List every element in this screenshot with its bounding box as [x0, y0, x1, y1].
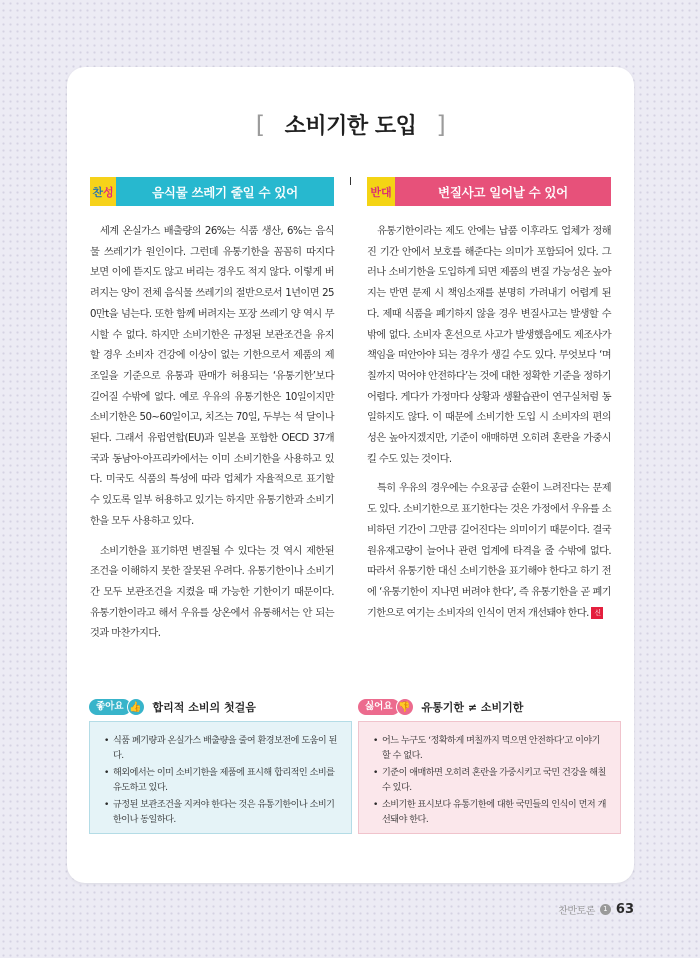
pro-column: [90, 177, 334, 654]
like-pill: 좋아요: [89, 699, 131, 715]
title-area: [67, 109, 634, 140]
pro-banner: [90, 177, 334, 206]
list-item: • 해외에서는 이미 소비기한을 제품에 표시해 합리적인 소비를 유도하고 있다.: [104, 766, 337, 795]
list-item: • 기준이 애매하면 오히려 혼란을 가중시키고 국민 건강을 해칠 수 있다.: [373, 766, 606, 795]
section-number-icon: 1: [600, 904, 611, 915]
like-box: [89, 697, 352, 834]
con-badge-char-2: 대: [381, 185, 392, 199]
list-item: • 어느 누구도 ‘정확하게 며칠까지 먹으면 안전하다’고 이야기할 수 없다.: [373, 734, 606, 763]
con-badge-char-1: 반: [370, 185, 381, 199]
section-label: 찬반토론: [558, 906, 595, 917]
list-item: • 소비기한 표시보다 유통기한에 대한 국민들의 인식이 먼저 개선돼야 한다.: [373, 798, 606, 827]
thumbs-up-icon: 👍: [127, 698, 145, 716]
title-bracket-close: ]: [436, 110, 446, 139]
con-paragraph-1: 유통기한이라는 제도 안에는 납품 이후라도 업체가 정해진 기간 안에서 보호를 해준다는 의미가 포함되어 있다. 그러나 소비기한을 도입하게 되면 제품의 변질 가능성은 높아지는 반면 문제 시 책임소재를 분명히 가려내기 어렵게 된다. 제때 식품을 폐기하지 않을 경우 변질사고는 발생할 수밖에 없다. 소비자 혼선으로 사고가 발생했음에도 제조사가 책임을 떠안아야 되는 경우가 생길 수도 있다. 무엇보다 ‘며칠까지 먹어야 안전하다’는 것에 대한 정확한 기준을 정하기 어렵다. 게다가 가정마다 상황과 생활습관이 연구실처럼 동일하지도 않다. 이 때문에 소비기한 도입 시 소비자의 편의성은 높아지겠지만, 기준이 애매하면 오히려 혼란을 가중시킬 수도 있는 것이다.: [367, 226, 611, 465]
page-number: 63: [615, 902, 634, 917]
dislike-box-header: [358, 697, 621, 717]
dislike-pill: 싫어요: [358, 699, 400, 715]
like-box-header: [89, 697, 352, 717]
con-paragraph-2-text: 특히 우유의 경우에는 수요공급 순환이 느려진다는 문제도 있다. 소비기한으로 표기한다는 것은 가정에서 우유를 소비하던 기간이 그만큼 길어진다는 의미이기 때문이다. 결국 원유재고량이 늘어나 관련 업계에 타격을 줄 수밖에 없다. 따라서 유통기한 대신 소비기한을 표기해야 한다고 하기 전에 ‘유통기한이 지나면 버려야 한다’, 즉 유통기한을 곧 폐기기한으로 여기는 소비자의 인식이 먼저 개선돼야 한다.: [367, 483, 611, 619]
dislike-box-heading: 유통기한 ≠ 소비기한: [421, 701, 524, 714]
article-card: [67, 67, 634, 883]
con-badge: [367, 177, 395, 206]
column-divider: [350, 177, 351, 185]
pro-badge-char-2: 성: [103, 185, 114, 199]
pro-paragraph-1: 세계 온실가스 배출량의 26%는 식품 생산, 6%는 음식물 쓰레기가 원인이다. 그런데 유통기한을 꼼꼼히 따지다 보면 이에 뜯지도 않고 버리는 경우도 적지 않다. 이렇게 버려지는 양이 전체 음식물 쓰레기의 절반으로서 1년이면 250만t을 넘는다. 또한 함께 버려지는 포장 쓰레기 양 역시 무시할 수 없다. 하지만 소비기한은 규정된 보관조건을 유지할 경우 소비자 건강에 이상이 없는 기한으로서 제품의 제조일을 기준으로 유통과 판매가 허용되는 ‘유통기한’보다 길어질 수밖에 없다. 예로 우유의 유통기한은 10일이지만 소비기한은 50~60일이고, 치즈는 70일, 두부는 석 달이나 된다. 그래서 유럽연합(EU)과 일본을 포함한 OECD 37개국과 동남아·아프리카에서는 이미 소비기한을 사용하고 있다. 미국도 식품의 특성에 따라 업체가 자율적으로 표기할 수 있도록 일부 허용하고 있기는 하지만 유통기한과 소비기한을 모두 사용하고 있다.: [90, 226, 334, 527]
title-bracket-open: [: [255, 110, 265, 139]
con-banner: [367, 177, 611, 206]
pro-badge: [90, 177, 116, 206]
like-box-heading: 합리적 소비의 첫걸음: [152, 701, 256, 714]
page-title: [256, 109, 445, 140]
con-column: [367, 177, 611, 633]
like-list: [104, 734, 337, 827]
page-footer: [558, 902, 634, 917]
dislike-list: [373, 734, 606, 827]
con-paragraph-2: [367, 479, 611, 629]
pro-heading: 음식물 쓰레기 줄일 수 있어: [116, 177, 334, 206]
dislike-box: [358, 697, 621, 834]
pro-paragraph-2: 소비기한을 표기하면 변질될 수 있다는 것 역시 제한된 조건을 이해하지 못한 잘못된 우려다. 유통기한이나 소비기간 모두 보관조건을 지켰을 때 가능한 기한이기 때문이다. 유통기한이라고 해서 우유를 상온에서 유통해서는 안 되는 것과 마찬가지다.: [90, 545, 334, 640]
list-item: • 식품 폐기량과 온실가스 배출량을 줄여 환경보전에 도움이 된다.: [104, 734, 337, 763]
thumbs-down-icon: 👎: [396, 698, 414, 716]
like-box-body: [89, 721, 352, 834]
con-heading: 변질사고 일어날 수 있어: [395, 177, 611, 206]
list-item: • 규정된 보관조건을 지켜야 한다는 것은 유통기한이나 소비기한이나 동일하다.: [104, 798, 337, 827]
title-text: 소비기한 도입: [284, 114, 417, 139]
end-mark-icon: 신문: [591, 607, 603, 619]
pro-badge-char-1: 찬: [92, 185, 103, 199]
dislike-box-body: [358, 721, 621, 834]
